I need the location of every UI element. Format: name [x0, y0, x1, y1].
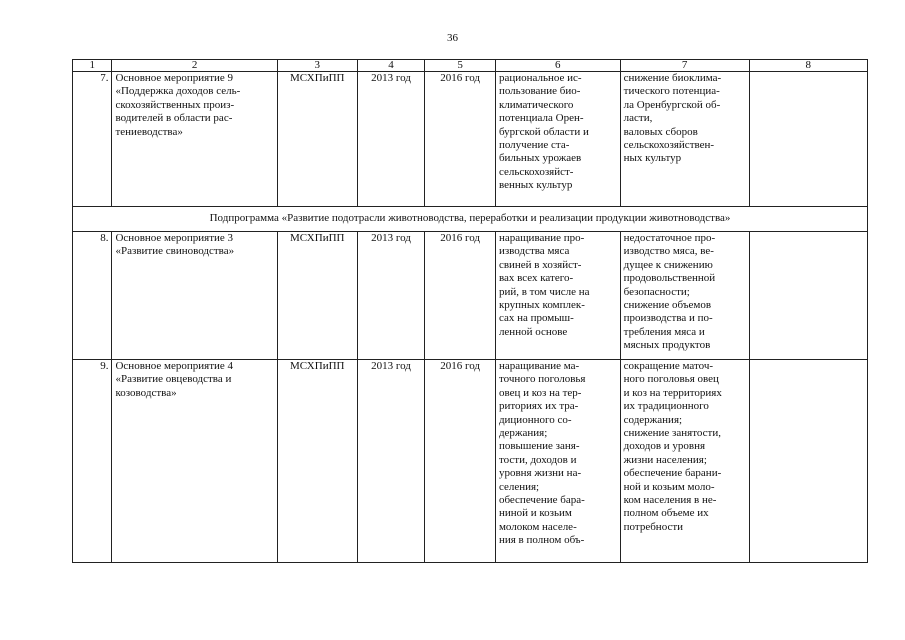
- cell-line: молоком населе-: [498, 520, 577, 533]
- start-year: 2013 год: [357, 360, 425, 563]
- cell-line: вах всех катего-: [498, 272, 574, 285]
- end-year: 2016 год: [425, 360, 496, 563]
- table-row: [73, 72, 868, 207]
- row-number: 7.: [73, 72, 112, 207]
- cell-line: Основное мероприятие 3: [115, 232, 234, 244]
- column-header: 1: [73, 60, 112, 72]
- cell-line: ного поголовья овец: [623, 373, 719, 386]
- cell-line: ной и козьим моло-: [623, 480, 715, 493]
- expected-result: [495, 72, 620, 207]
- cell-line: рациональное ис-: [498, 72, 582, 84]
- cell-line: уровня жизни на-: [498, 467, 582, 480]
- executor: МСХПиПП: [277, 72, 357, 207]
- column-header: 7: [620, 60, 749, 72]
- table-row: [73, 360, 868, 563]
- cell-line: сельскохозяйствен-: [623, 139, 715, 152]
- column-header: 8: [749, 60, 868, 72]
- cell-line: получение ста-: [498, 139, 570, 152]
- cell-line: доходов и уровня: [623, 440, 706, 453]
- cell-line: «Развитие овцеводства и: [115, 373, 232, 386]
- column-header: 2: [112, 60, 277, 72]
- end-year: 2016 год: [425, 232, 496, 360]
- cell-line: дущее к снижению: [623, 258, 713, 271]
- measure-name: [112, 232, 277, 360]
- cell-line: требления мяса и: [623, 325, 705, 338]
- non-implementation-consequences: [620, 360, 749, 563]
- cell-line: риториях их тра-: [498, 400, 579, 413]
- cell-line: «Поддержка доходов сель-: [115, 85, 241, 98]
- cell-line: водителей в области рас-: [115, 112, 233, 125]
- indicator-link: [749, 72, 868, 207]
- cell-line: Основное мероприятие 9: [115, 72, 234, 84]
- executor: МСХПиПП: [277, 232, 357, 360]
- cell-line: ниной и козьим: [498, 507, 572, 520]
- cell-line: снижение объемов: [623, 299, 712, 312]
- non-implementation-consequences: [620, 72, 749, 207]
- cell-line: сокращение маточ-: [623, 360, 714, 372]
- cell-line: содержания;: [623, 413, 683, 426]
- cell-line: изводство мяса, ве-: [623, 245, 714, 258]
- cell-line: ком населения в не-: [623, 494, 717, 507]
- executor: МСХПиПП: [277, 360, 357, 563]
- cell-line: овец и коз на тер-: [498, 386, 582, 399]
- column-header: 5: [425, 60, 496, 72]
- cell-line: повышение заня-: [498, 440, 580, 453]
- cell-line: жизни населения;: [623, 453, 707, 466]
- row-number: 9.: [73, 360, 112, 563]
- cell-line: ласти,: [623, 112, 653, 125]
- cell-line: снижение биоклима-: [623, 72, 722, 84]
- cell-line: бургской области и: [498, 125, 589, 138]
- non-implementation-consequences: [620, 232, 749, 360]
- cell-line: сельскохозяйст-: [498, 165, 574, 178]
- cell-line: Основное мероприятие 4: [115, 360, 234, 372]
- measures-table: [72, 59, 868, 563]
- cell-line: тического потенциа-: [623, 85, 720, 98]
- start-year: 2013 год: [357, 72, 425, 207]
- measure-name: [112, 360, 277, 563]
- cell-line: диционного со-: [498, 413, 572, 426]
- cell-line: венных культур: [498, 179, 573, 192]
- subprogram-row: [73, 207, 868, 232]
- cell-line: производства и по-: [623, 312, 713, 325]
- cell-line: снижение занятости,: [623, 427, 721, 440]
- end-year: 2016 год: [425, 72, 496, 207]
- cell-line: климатического: [498, 98, 574, 111]
- cell-line: тости, доходов и: [498, 453, 577, 466]
- indicator-link: [749, 360, 868, 563]
- cell-line: наращивание про-: [498, 232, 585, 244]
- cell-line: свиней в хозяйст-: [498, 258, 582, 271]
- page-number: 36: [447, 32, 458, 44]
- row-number: 8.: [73, 232, 112, 360]
- cell-line: ных культур: [623, 152, 682, 165]
- expected-result: [495, 232, 620, 360]
- cell-line: «Развитие свиноводства»: [115, 245, 235, 258]
- cell-line: точного поголовья: [498, 373, 586, 386]
- cell-line: наращивание ма-: [498, 360, 580, 372]
- cell-line: продовольственной: [623, 272, 716, 285]
- cell-line: бильных урожаев: [498, 152, 582, 165]
- column-header: 6: [495, 60, 620, 72]
- cell-line: валовых сборов: [623, 125, 698, 138]
- start-year: 2013 год: [357, 232, 425, 360]
- cell-line: ния в полном объ-: [498, 534, 585, 547]
- cell-line: держания;: [498, 427, 548, 440]
- cell-line: сах на промыш-: [498, 312, 574, 325]
- cell-line: потребности: [623, 520, 684, 533]
- column-header: 4: [357, 60, 425, 72]
- cell-line: тениеводства»: [115, 125, 183, 138]
- cell-line: пользование био-: [498, 85, 581, 98]
- cell-line: недостаточное про-: [623, 232, 716, 244]
- cell-line: рий, в том числе на: [498, 285, 590, 298]
- cell-line: ла Оренбургской об-: [623, 98, 721, 111]
- cell-line: козоводства»: [115, 386, 177, 399]
- cell-line: полном объеме их: [623, 507, 709, 520]
- cell-line: мясных продуктов: [623, 339, 711, 352]
- cell-line: обеспечение барани-: [623, 467, 722, 480]
- cell-line: скохозяйственных произ-: [115, 98, 235, 111]
- cell-line: безопасности;: [623, 285, 690, 298]
- cell-line: селения;: [498, 480, 540, 493]
- cell-line: потенциала Орен-: [498, 112, 584, 125]
- column-header: 3: [277, 60, 357, 72]
- measure-name: [112, 72, 277, 207]
- cell-line: ленной основе: [498, 325, 568, 338]
- cell-line: обеспечение бара-: [498, 494, 585, 507]
- subprogram-title: Подпрограмма «Развитие подотрасли животноводства, переработки и реализации продукции животноводства»: [73, 207, 868, 232]
- table-row: [73, 232, 868, 360]
- expected-result: [495, 360, 620, 563]
- cell-line: и коз на территориях: [623, 386, 722, 399]
- indicator-link: [749, 232, 868, 360]
- cell-line: крупных комплек-: [498, 299, 585, 312]
- column-number-row: [73, 60, 868, 72]
- cell-line: их традиционного: [623, 400, 709, 413]
- cell-line: изводства мяса: [498, 245, 570, 258]
